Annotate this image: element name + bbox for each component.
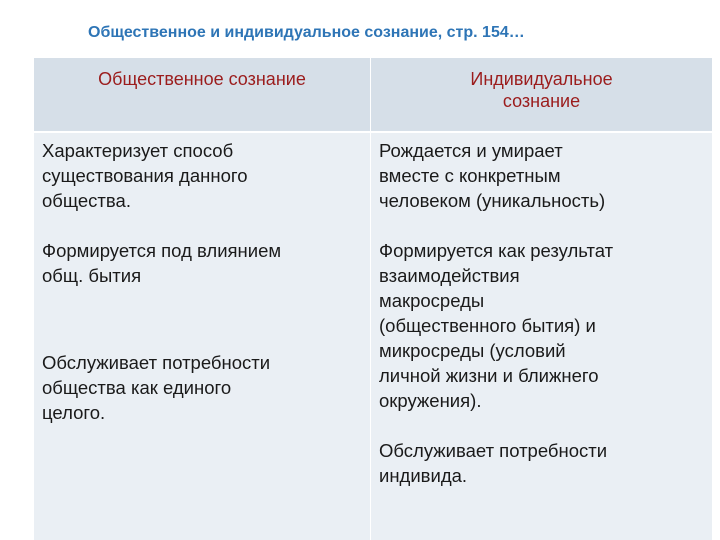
individual-characteristic-text: Рождается и умирает вместе с конкретным человеком (уникальность)	[379, 140, 606, 211]
header-public-consciousness: Общественное сознание	[34, 58, 371, 132]
public-characteristic-text: Характеризует способ существования данного общества.	[42, 140, 248, 211]
column-public-consciousness	[34, 132, 371, 540]
column-individual-consciousness	[371, 132, 712, 540]
header-divider	[34, 131, 712, 133]
public-function-text: Обслуживает потребности общества как единого целого.	[42, 352, 271, 423]
slide-title: Общественное и индивидуальное сознание, стр. 154…	[88, 24, 525, 41]
header-individual-consciousness: Индивидуальное сознание	[371, 58, 712, 132]
individual-function-text: Обслуживает потребности индивида.	[379, 440, 608, 486]
public-formation-text: Формируется под влиянием общ. бытия	[42, 240, 282, 286]
individual-formation-text: Формируется как результат взаимодействия макросреды (общественного бытия) и микросреды (условий личной жизни и ближнего окружения).	[379, 240, 614, 411]
